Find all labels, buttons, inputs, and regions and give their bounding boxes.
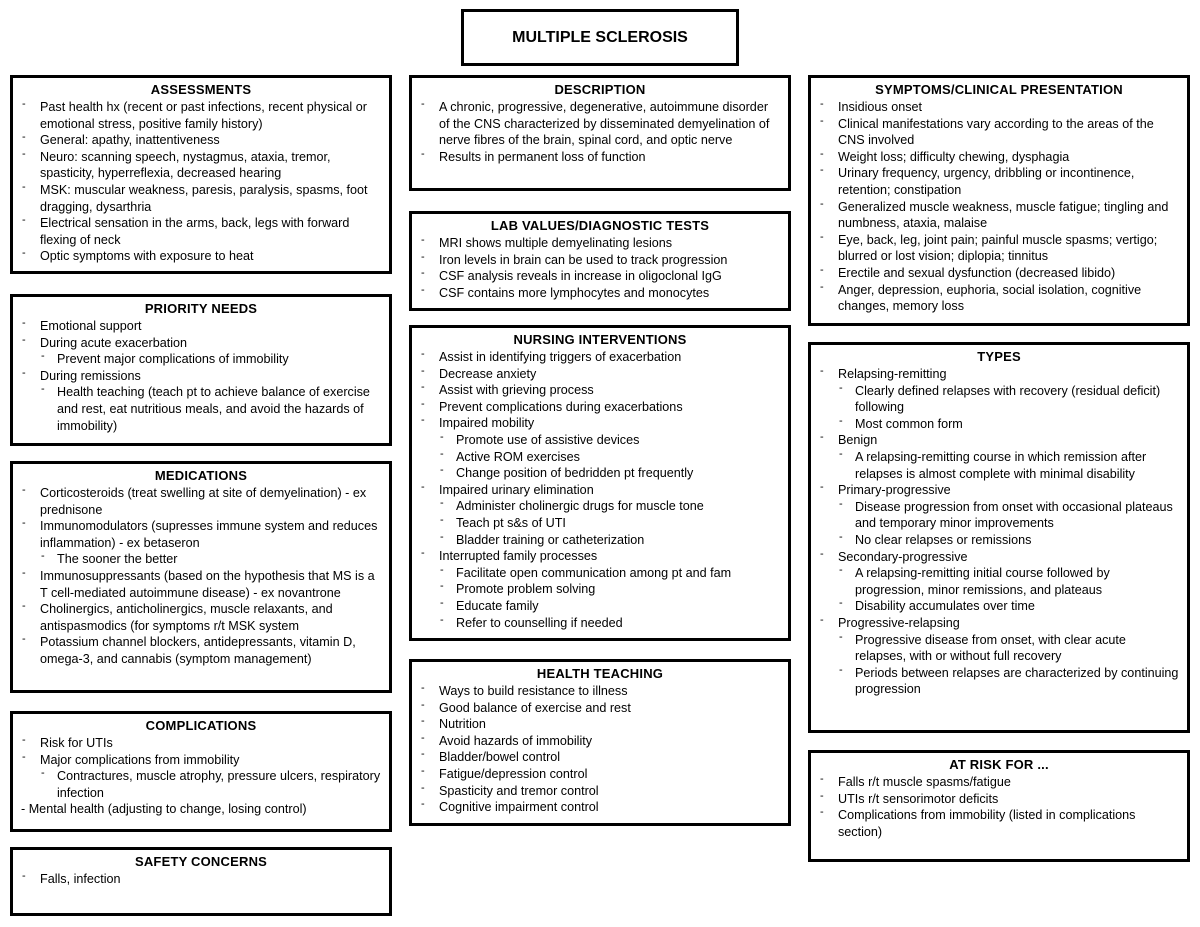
list-item: - A chronic, progressive, degenerative, autoimmune disorder of the CNS characterized by disseminated demyelination of nerve fibres of the brain, spinal cord, and optic nerve bbox=[420, 99, 780, 149]
list-item: - Health teaching (teach pt to achieve balance of exercise and rest, eat nutritious meals, and avoid the hazards of immobility) bbox=[21, 384, 381, 434]
medications-list bbox=[21, 485, 381, 668]
list-item: - Most common form bbox=[819, 416, 1179, 433]
list-item: - Decrease anxiety bbox=[420, 366, 780, 383]
assessments-box bbox=[10, 75, 392, 274]
list-item: - Erectile and sexual dysfunction (decreased libido) bbox=[819, 265, 1179, 282]
list-item: - Disability accumulates over time bbox=[819, 598, 1179, 615]
lab-values-box bbox=[409, 211, 791, 311]
list-item: - Avoid hazards of immobility bbox=[420, 733, 780, 750]
assessments-heading: ASSESSMENTS bbox=[150, 82, 252, 97]
list-item: - Active ROM exercises bbox=[420, 449, 780, 466]
list-item: - A relapsing-remitting course in which remission after relapses is almost complete with minimal disability bbox=[819, 449, 1179, 482]
list-item: - Iron levels in brain can be used to track progression bbox=[420, 252, 780, 269]
list-item: - Electrical sensation in the arms, back, legs with forward flexing of neck bbox=[21, 215, 381, 248]
list-item: - Falls r/t muscle spasms/fatigue bbox=[819, 774, 1179, 791]
health-teaching-box bbox=[409, 659, 791, 826]
complications-box bbox=[10, 711, 392, 832]
list-item: - Progressive disease from onset, with clear acute relapses, with or without full recovery bbox=[819, 632, 1179, 665]
list-item: - Immunosuppressants (based on the hypothesis that MS is a T cell-mediated autoimmune disease) - ex novantrone bbox=[21, 568, 381, 601]
list-item: - Optic symptoms with exposure to heat bbox=[21, 248, 381, 265]
list-item: - Insidious onset bbox=[819, 99, 1179, 116]
list-item: - Relapsing-remitting bbox=[819, 366, 1179, 383]
list-item: - Interrupted family processes bbox=[420, 548, 780, 565]
list-item: - Weight loss; difficulty chewing, dysphagia bbox=[819, 149, 1179, 166]
priority-needs-list bbox=[21, 318, 381, 434]
safety-concerns-heading: SAFETY CONCERNS bbox=[134, 854, 268, 869]
safety-concerns-box bbox=[10, 847, 392, 916]
list-item: - MSK: muscular weakness, paresis, paralysis, spasms, foot dragging, dysarthria bbox=[21, 182, 381, 215]
description-list bbox=[420, 99, 780, 165]
list-item: - Teach pt s&s of UTI bbox=[420, 515, 780, 532]
list-item: - Impaired urinary elimination bbox=[420, 482, 780, 499]
list-item: - Secondary-progressive bbox=[819, 549, 1179, 566]
list-item: - Anger, depression, euphoria, social isolation, cognitive changes, memory loss bbox=[819, 282, 1179, 315]
list-item: - Corticosteroids (treat swelling at site of demyelination) - ex prednisone bbox=[21, 485, 381, 518]
list-item: - Potassium channel blockers, antidepressants, vitamin D, omega-3, and cannabis (symptom management) bbox=[21, 634, 381, 667]
list-item: - Urinary frequency, urgency, dribbling or incontinence, retention; constipation bbox=[819, 165, 1179, 198]
list-item: - Benign bbox=[819, 432, 1179, 449]
types-list bbox=[819, 366, 1179, 698]
list-item: - Fatigue/depression control bbox=[420, 766, 780, 783]
list-item: - Impaired mobility bbox=[420, 415, 780, 432]
list-item: - Nutrition bbox=[420, 716, 780, 733]
list-item: - No clear relapses or remissions bbox=[819, 532, 1179, 549]
page-title: MULTIPLE SCLEROSIS bbox=[461, 9, 739, 66]
list-item: - Periods between relapses are characterized by continuing progression bbox=[819, 665, 1179, 698]
at-risk-for-heading: AT RISK FOR ... bbox=[949, 757, 1049, 772]
medications-box bbox=[10, 461, 392, 693]
list-item: - Cognitive impairment control bbox=[420, 799, 780, 816]
list-item: - During acute exacerbation bbox=[21, 335, 381, 352]
list-item: - Good balance of exercise and rest bbox=[420, 700, 780, 717]
list-item: - CSF contains more lymphocytes and monocytes bbox=[420, 285, 780, 302]
list-item: - A relapsing-remitting initial course followed by progression, minor remissions, and plateaus bbox=[819, 565, 1179, 598]
description-heading: DESCRIPTION bbox=[554, 82, 646, 97]
list-item: - Emotional support bbox=[21, 318, 381, 335]
list-item: - Prevent complications during exacerbations bbox=[420, 399, 780, 416]
list-item: - Assist in identifying triggers of exacerbation bbox=[420, 349, 780, 366]
list-item: - Clearly defined relapses with recovery (residual deficit) following bbox=[819, 383, 1179, 416]
list-item: - Promote use of assistive devices bbox=[420, 432, 780, 449]
list-item: - General: apathy, inattentiveness bbox=[21, 132, 381, 149]
list-item: - Contractures, muscle atrophy, pressure ulcers, respiratory infection bbox=[21, 768, 381, 801]
list-item: - Disease progression from onset with occasional plateaus and temporary minor improvements bbox=[819, 499, 1179, 532]
list-item: - Prevent major complications of immobility bbox=[21, 351, 381, 368]
complications-list bbox=[21, 735, 381, 818]
list-item: - Bladder/bowel control bbox=[420, 749, 780, 766]
nursing-interventions-box bbox=[409, 325, 791, 641]
safety-concerns-list bbox=[21, 871, 381, 888]
list-item: - Falls, infection bbox=[21, 871, 381, 888]
list-item: - Mental health (adjusting to change, losing control) bbox=[21, 802, 307, 817]
list-item: - Refer to counselling if needed bbox=[420, 615, 780, 632]
list-item: - Neuro: scanning speech, nystagmus, ataxia, tremor, spasticity, hyperreflexia, decreased hearing bbox=[21, 149, 381, 182]
list-item: - Administer cholinergic drugs for muscle tone bbox=[420, 498, 780, 515]
list-item: - Educate family bbox=[420, 598, 780, 615]
list-item: - Clinical manifestations vary according to the areas of the CNS involved bbox=[819, 116, 1179, 149]
list-item: - Progressive-relapsing bbox=[819, 615, 1179, 632]
health-teaching-heading: HEALTH TEACHING bbox=[536, 666, 664, 681]
at-risk-for-box bbox=[808, 750, 1190, 862]
types-box bbox=[808, 342, 1190, 733]
lab-values-list bbox=[420, 235, 780, 301]
list-item: - Eye, back, leg, joint pain; painful muscle spasms; vertigo; blurred or lost vision; diplopia; tinnitus bbox=[819, 232, 1179, 265]
list-item: - Assist with grieving process bbox=[420, 382, 780, 399]
list-item: - The sooner the better bbox=[21, 551, 381, 568]
list-item: - CSF analysis reveals in increase in oligoclonal IgG bbox=[420, 268, 780, 285]
nursing-interventions-list bbox=[420, 349, 780, 631]
medications-heading: MEDICATIONS bbox=[154, 468, 248, 483]
symptoms-list bbox=[819, 99, 1179, 315]
list-item: - Change position of bedridden pt frequently bbox=[420, 465, 780, 482]
lab-values-heading: LAB VALUES/DIAGNOSTIC TESTS bbox=[490, 218, 710, 233]
description-box bbox=[409, 75, 791, 191]
list-item: - Immunomodulators (supresses immune system and reduces inflammation) - ex betaseron bbox=[21, 518, 381, 551]
list-item: - Primary-progressive bbox=[819, 482, 1179, 499]
list-item: - MRI shows multiple demyelinating lesions bbox=[420, 235, 780, 252]
types-heading: TYPES bbox=[977, 349, 1021, 364]
list-item: - Past health hx (recent or past infections, recent physical or emotional stress, positive family history) bbox=[21, 99, 381, 132]
health-teaching-list bbox=[420, 683, 780, 816]
at-risk-for-list bbox=[819, 774, 1179, 840]
list-item: - Bladder training or catheterization bbox=[420, 532, 780, 549]
list-item: - Results in permanent loss of function bbox=[420, 149, 780, 166]
list-item: - Ways to build resistance to illness bbox=[420, 683, 780, 700]
list-item: - Risk for UTIs bbox=[21, 735, 381, 752]
symptoms-box bbox=[808, 75, 1190, 326]
list-item: - UTIs r/t sensorimotor deficits bbox=[819, 791, 1179, 808]
list-item: - Facilitate open communication among pt and fam bbox=[420, 565, 780, 582]
assessments-list bbox=[21, 99, 381, 265]
list-item: - During remissions bbox=[21, 368, 381, 385]
list-item: - Generalized muscle weakness, muscle fatigue; tingling and numbness, ataxia, malaise bbox=[819, 199, 1179, 232]
list-item: - Spasticity and tremor control bbox=[420, 783, 780, 800]
complications-heading: COMPLICATIONS bbox=[145, 718, 257, 733]
priority-needs-heading: PRIORITY NEEDS bbox=[144, 301, 258, 316]
symptoms-heading: SYMPTOMS/CLINICAL PRESENTATION bbox=[875, 82, 1123, 97]
list-item: - Cholinergics, anticholinergics, muscle relaxants, and antispasmodics (for symptoms r/t MSK system bbox=[21, 601, 381, 634]
nursing-interventions-heading: NURSING INTERVENTIONS bbox=[513, 332, 687, 347]
priority-needs-box bbox=[10, 294, 392, 446]
list-item: - Major complications from immobility bbox=[21, 752, 381, 769]
list-item: - Promote problem solving bbox=[420, 581, 780, 598]
list-item: - Complications from immobility (listed in complications section) bbox=[819, 807, 1179, 840]
